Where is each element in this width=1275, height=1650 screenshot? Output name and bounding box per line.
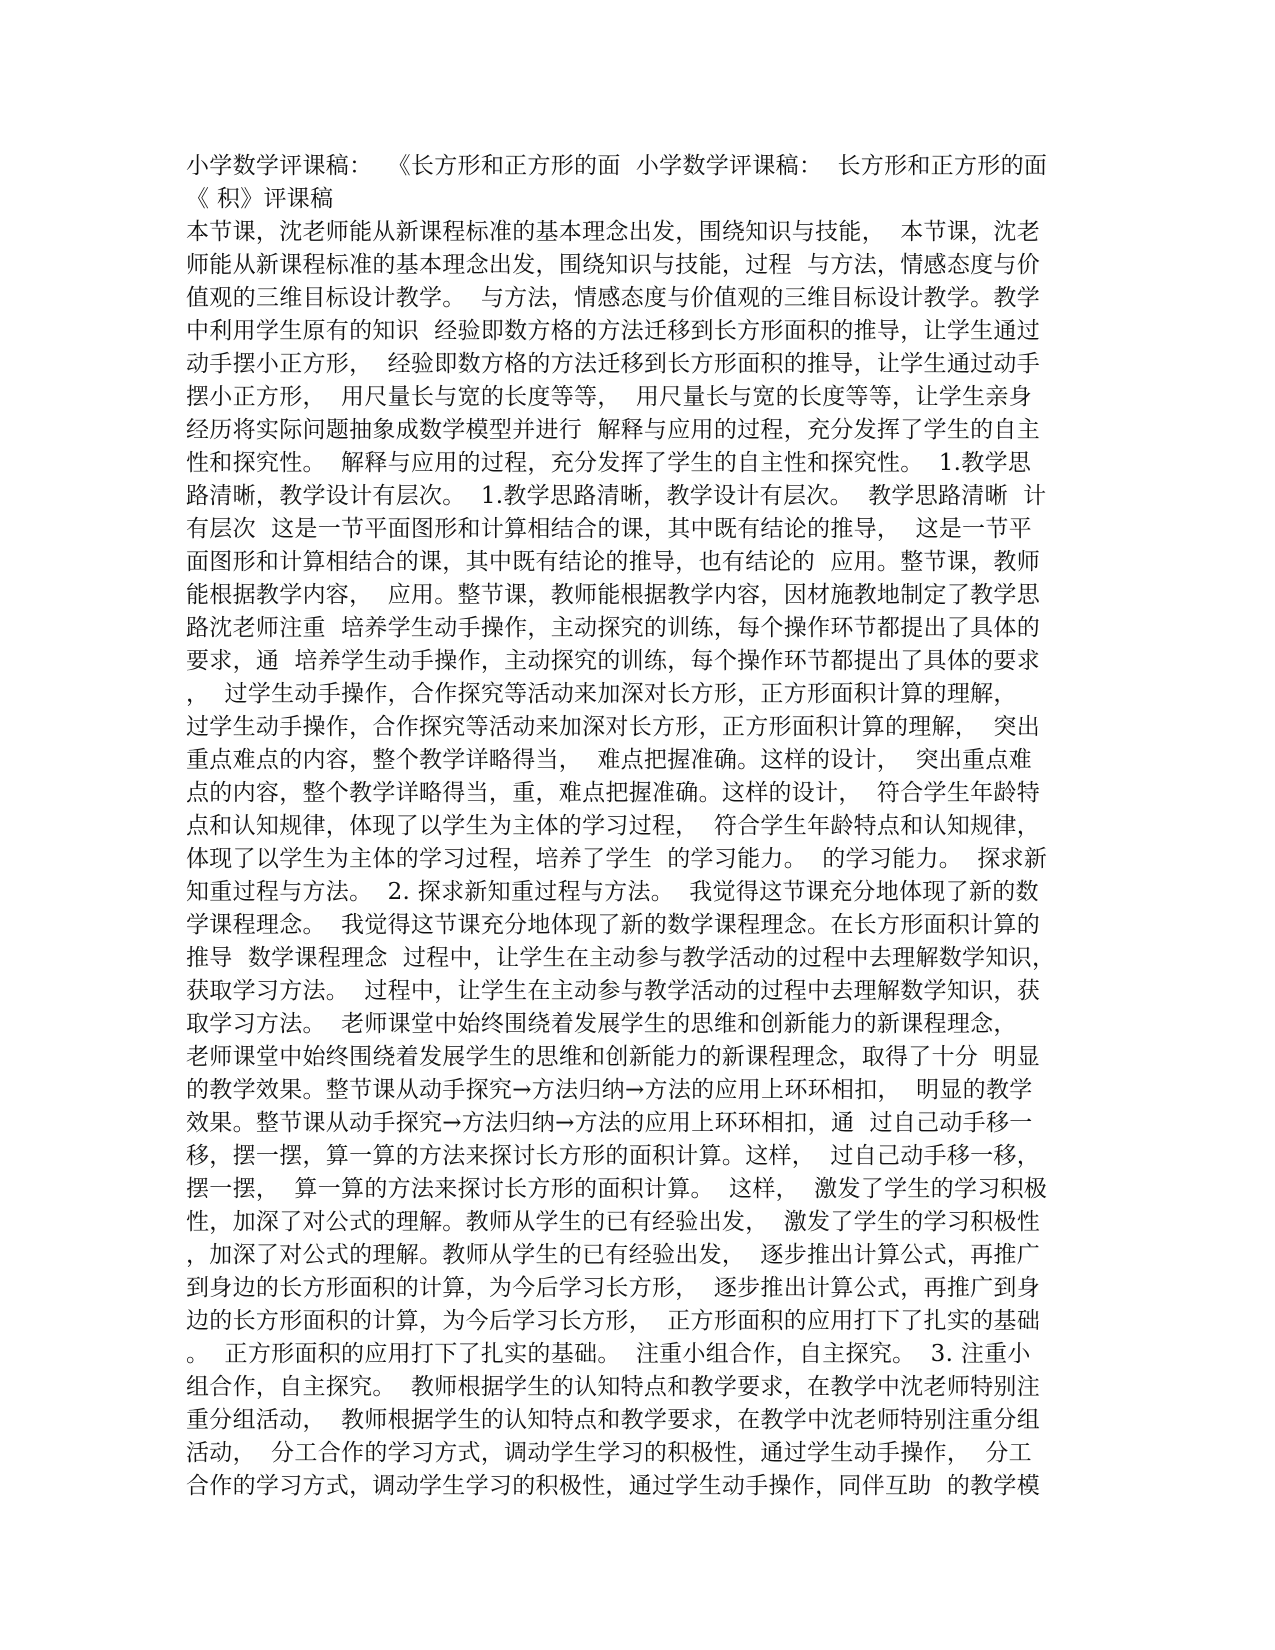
- body-text-line: 摆一摆， 算一算的方法来探讨长方形的面积计算。 这样， 激发了学生的学习积极: [186, 1176, 1048, 1202]
- body-text-line: 中利用学生原有的知识 经验即数方格的方法迁移到长方形面积的推导，让学生通过: [186, 318, 1041, 344]
- body-text-line: 性，加深了对公式的理解。教师从学生的已有经验出发， 激发了学生的学习积极性: [186, 1209, 1041, 1235]
- body-text-line: 重分组活动， 教师根据学生的认知特点和教学要求，在教学中沈老师特别注重分组: [186, 1407, 1041, 1433]
- body-text-line: 点的内容，整个教学详略得当，重，难点把握准确。这样的设计， 符合学生年龄特: [186, 780, 1041, 806]
- body-text-line: 组合作，自主探究。 教师根据学生的认知特点和教学要求，在教学中沈老师特别注: [186, 1374, 1041, 1400]
- body-text-line: 获取学习方法。 过程中，让学生在主动参与教学活动的过程中去理解数学知识，获: [186, 978, 1041, 1004]
- body-text-line: ，加深了对公式的理解。教师从学生的已有经验出发， 逐步推出计算公式，再推广: [186, 1242, 1041, 1268]
- body-text-line: 性和探究性。 解释与应用的过程，充分发挥了学生的自主性和探究性。 1.教学思: [186, 450, 1032, 476]
- body-text-line: 效果。整节课从动手探究→方法归纳→方法的应用上环环相扣，通 过自己动手移一: [186, 1110, 1033, 1136]
- body-text-line: 体现了以学生为主体的学习过程，培养了学生 的学习能力。 的学习能力。 探求新: [186, 846, 1048, 872]
- body-text-line: 面图形和计算相结合的课，其中既有结论的推导，也有结论的 应用。整节课，教师: [186, 549, 1041, 575]
- body-text-line: 路沈老师注重 培养学生动手操作，主动探究的训练，每个操作环节都提出了具体的: [186, 615, 1041, 641]
- body-text-line: 能根据教学内容， 应用。整节课，教师能根据教学内容，因材施教地制定了教学思: [186, 582, 1041, 608]
- body-text-line: 知重过程与方法。 2. 探求新知重过程与方法。 我觉得这节课充分地体现了新的数: [186, 879, 1039, 905]
- body-text-line: 取学习方法。 老师课堂中始终围绕着发展学生的思维和创新能力的新课程理念，: [186, 1011, 1017, 1037]
- body-text-line: 重点难点的内容，整个教学详略得当， 难点把握准确。这样的设计， 突出重点难: [186, 747, 1032, 773]
- body-text-line: 经历将实际问题抽象成数学模型并进行 解释与应用的过程，充分发挥了学生的自主: [186, 417, 1041, 443]
- body-text-line: 学课程理念。 我觉得这节课充分地体现了新的数学课程理念。在长方形面积计算的: [186, 912, 1041, 938]
- body-text-line: 的教学效果。整节课从动手探究→方法归纳→方法的应用上环环相扣， 明显的教学: [186, 1077, 1033, 1103]
- body-text-line: ， 过学生动手操作，合作探究等活动来加深对长方形，正方形面积计算的理解，: [186, 681, 1017, 707]
- body-text-line: 。 正方形面积的应用打下了扎实的基础。 注重小组合作，自主探究。 3. 注重小: [186, 1341, 1031, 1367]
- body-text-line: 路清晰，教学设计有层次。 1.教学思路清晰，教学设计有层次。 教学思路清晰 计: [186, 483, 1047, 509]
- body-text-line: 值观的三维目标设计教学。 与方法，情感态度与价值观的三维目标设计教学。教学: [186, 285, 1041, 311]
- body-text-line: 推导 数学课程理念 过程中，让学生在主动参与教学活动的过程中去理解数学知识，: [186, 945, 1056, 971]
- title-line: 《 积》评课稿: [186, 186, 334, 212]
- body-text-line: 有层次 这是一节平面图形和计算相结合的课，其中既有结论的推导， 这是一节平: [186, 516, 1032, 542]
- body-text-line: 点和认知规律，体现了以学生为主体的学习过程， 符合学生年龄特点和认知规律，: [186, 813, 1041, 839]
- body-text-line: 过学生动手操作，合作探究等活动来加深对长方形，正方形面积计算的理解， 突出: [186, 714, 1041, 740]
- body-text-line: 边的长方形面积的计算，为今后学习长方形， 正方形面积的应用打下了扎实的基础: [186, 1308, 1041, 1334]
- body-text-line: 移，摆一摆，算一算的方法来探讨长方形的面积计算。这样， 过自己动手移一移，: [186, 1143, 1041, 1169]
- body-text-line: 合作的学习方式，调动学生学习的积极性，通过学生动手操作，同伴互助 的教学模: [186, 1473, 1041, 1499]
- body-text-line: 摆小正方形， 用尺量长与宽的长度等等， 用尺量长与宽的长度等等，让学生亲身: [186, 384, 1032, 410]
- body-text-line: 活动， 分工合作的学习方式，调动学生学习的积极性，通过学生动手操作， 分工: [186, 1440, 1032, 1466]
- body-text-line: 要求，通 培养学生动手操作，主动探究的训练，每个操作环节都提出了具体的要求: [186, 648, 1041, 674]
- body-text-line: 师能从新课程标准的基本理念出发，围绕知识与技能，过程 与方法，情感态度与价: [186, 252, 1041, 278]
- title-line: 小学数学评课稿： 《长方形和正方形的面 小学数学评课稿： 长方形和正方形的面: [186, 153, 1048, 179]
- body-text-line: 本节课，沈老师能从新课程标准的基本理念出发，围绕知识与技能， 本节课，沈老: [186, 219, 1041, 245]
- body-text-line: 到身边的长方形面积的计算，为今后学习长方形， 逐步推出计算公式，再推广到身: [186, 1275, 1041, 1301]
- body-text-line: 老师课堂中始终围绕着发展学生的思维和创新能力的新课程理念，取得了十分 明显: [186, 1044, 1041, 1070]
- document-body: [186, 150, 1086, 1503]
- body-text-line: 动手摆小正方形， 经验即数方格的方法迁移到长方形面积的推导，让学生通过动手: [186, 351, 1041, 377]
